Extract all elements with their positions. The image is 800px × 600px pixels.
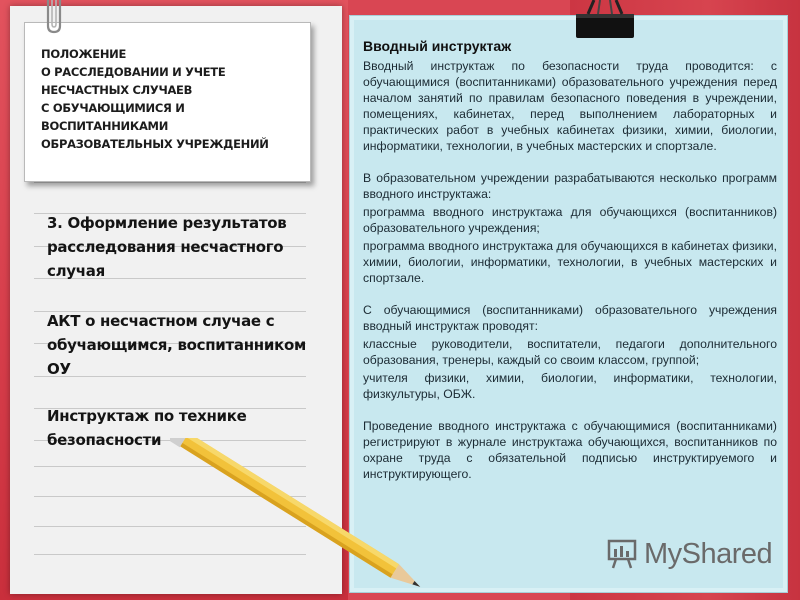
pencil-icon <box>170 438 450 598</box>
paper-clip-icon <box>44 0 64 34</box>
content-body <box>363 38 777 484</box>
content-paragraph: С обучающимися (воспитанниками) образовательного учреждения вводный инструктаж проводят: <box>363 303 777 333</box>
title-line: ОБРАЗОВАТЕЛЬНЫХ УЧРЕЖДЕНИЙ <box>41 137 269 151</box>
section-item-instruction[interactable]: Инструктаж по технике безопасности <box>47 407 247 449</box>
content-paragraph: Проведение вводного инструктажа с обучающимися (воспитанниками) регистрируют в журнале инструктажа обучающихся, воспитанников по охране труда с обязательной подписью инструктируемого и инструктирующего. <box>363 419 777 481</box>
ruled-line <box>34 182 306 183</box>
section-item-act[interactable]: АКТ о несчастном случае с обучающимся, воспитанником ОУ <box>47 312 306 378</box>
title-line: ВОСПИТАННИКАМИ <box>41 119 169 133</box>
document-title-card <box>24 22 311 182</box>
content-paragraph: классные руководители, воспитатели, педагоги дополнительного образования, тренеры, каждый со своим классом, группой; <box>363 337 777 367</box>
section-item-results[interactable]: 3. Оформление результатов расследования несчастного случая <box>47 214 287 280</box>
content-heading: Вводный инструктаж <box>363 38 512 54</box>
content-paragraph: программа вводного инструктажа для обучающихся (воспитанников) образовательного учреждения; <box>363 205 777 235</box>
content-paragraph: В образовательном учреждении разрабатываются несколько программ вводного инструктажа: <box>363 171 777 201</box>
title-line: О РАССЛЕДОВАНИИ И УЧЕТЕ <box>41 65 226 79</box>
title-line: НЕСЧАСТНЫХ СЛУЧАЕВ <box>41 83 193 97</box>
binder-clip-icon <box>572 0 638 40</box>
content-paragraph: Вводный инструктаж по безопасности труда проводится: с обучающимися (воспитанниками) образовательного учреждения перед началом занятий по правилам безопасного поведения в учреждении, помещениях, кабинетах, перед выполнением лабораторных и практических работ в учебных кабинетах физики, химии, биологии, информатики, технологии, в учебных мастерских и спортзале. <box>363 59 777 153</box>
presentation-board-icon <box>606 538 638 570</box>
content-paragraph: учителя физики, химии, биологии, информатики, технологии, физкультуры, ОБЖ. <box>363 371 777 401</box>
title-line: ПОЛОЖЕНИЕ <box>41 47 127 61</box>
content-paragraph: программа вводного инструктажа для обучающихся в кабинетах физики, химии, биологии, информатики, технологии, в учебных мастерских и спортзале. <box>363 239 777 285</box>
myshared-watermark <box>606 532 776 576</box>
watermark-text: MyShared <box>644 537 773 570</box>
title-line: С ОБУЧАЮЩИМИСЯ И <box>41 101 185 115</box>
